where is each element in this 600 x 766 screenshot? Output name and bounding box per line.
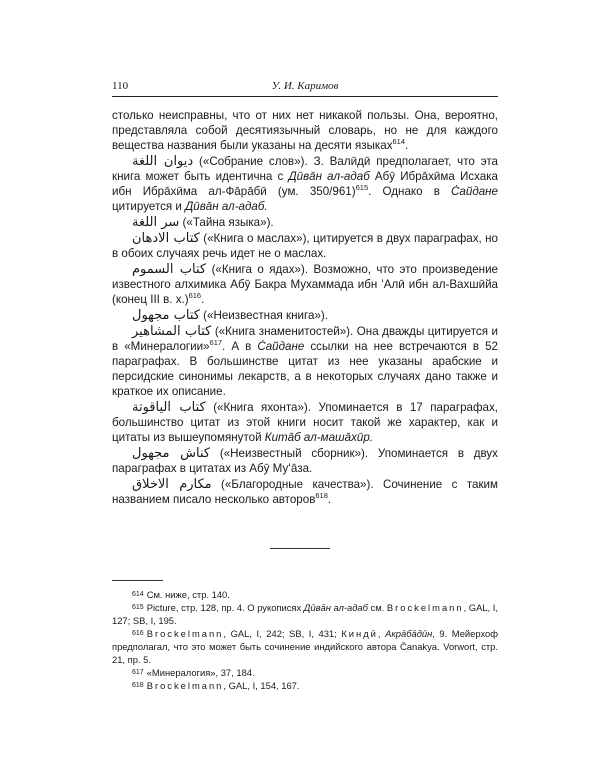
text-span: . А в	[222, 340, 258, 353]
text-span: Brockelmann	[146, 680, 224, 691]
text-span: столько неисправны, что от них нет никакой пользы. Она, вероятно, представляла собой десятиязычный словарь, но не для каждого вещества названия были указаны на десяти языках	[112, 109, 498, 152]
italic-text: Китāб ал-машāхӣр.	[264, 431, 374, 444]
arabic-title: كتاب المشاهير	[132, 324, 212, 339]
italic-text: Дӣвāн ал-адаб.	[185, 200, 268, 213]
text-span: см.	[367, 602, 387, 613]
footnote-ref: 617	[209, 338, 223, 348]
text-span: («Благородные качества»). Сочинение с таким названием писало несколько авторов	[112, 478, 498, 506]
footnote-number: 617	[132, 669, 144, 676]
arabic-title: كتاب مجهول	[132, 308, 200, 323]
arabic-title: كناش مجهول	[132, 446, 211, 461]
footnote-number: 616	[132, 630, 144, 637]
text-span: («Собрание слов»). З. Валӣдӣ предполагает, что эта книга может быть идентична с	[112, 155, 498, 183]
text-span: Brockelmann	[386, 602, 464, 613]
paragraph	[112, 308, 498, 323]
text-span: См. ниже, стр. 140.	[146, 589, 230, 600]
text-span: Picture, стр. 128, пр. 4. О рукописях	[146, 602, 304, 613]
text-span: .	[405, 139, 409, 152]
paragraph	[112, 215, 498, 230]
text-span: .	[201, 293, 205, 306]
arabic-title: كتاب الادهان	[132, 231, 200, 246]
text-span: , GAL, I, 127; SB, I, 195.	[112, 602, 498, 626]
text-span: Киндӣ	[341, 628, 378, 639]
text-span: Абӯ Ибрāхӣма Исхака ибн Ибрāхӣма ал-Фāрāбӣ (ум. 350/961)	[112, 170, 498, 198]
footnote	[112, 627, 498, 666]
text-span: , GAL, I, 154, 167.	[223, 680, 300, 691]
footnotes	[112, 588, 498, 692]
text-span: («Книга яхонта»). Упоминается в 17 параграфах, большинство цитат из этой книги носит такой же характер, как и цитаты из вышеупомянутой	[112, 401, 498, 444]
arabic-title: سر اللغة	[132, 215, 180, 230]
footnote-ref: 618	[315, 491, 328, 501]
page-number: 110	[112, 80, 129, 92]
paragraph	[112, 446, 498, 476]
footnote-ref: 616	[188, 291, 202, 301]
text-span: Brockelmann	[146, 628, 224, 639]
text-span: («Неизвестная книга»).	[199, 309, 328, 322]
paragraph	[112, 324, 498, 399]
paragraph	[112, 108, 498, 153]
footnote	[112, 588, 498, 601]
text-span: цитируется и	[112, 200, 186, 213]
arabic-title: ديوان اللغة	[132, 154, 194, 169]
footnote-rule	[112, 580, 163, 581]
italic-text: Дӣвāн ал-адаб	[303, 602, 368, 613]
arabic-title: كتاب السموم	[132, 262, 207, 277]
text-span: («Неизвестный сборник»). Упоминается в двух параграфах в цитатах из Абӯ Муʻāза.	[112, 447, 498, 475]
footnote	[112, 666, 498, 679]
text-span: , GAL, I, 242; SB, I, 431;	[223, 628, 342, 639]
running-title: У. И. Каримов	[271, 80, 339, 92]
italic-text: Ċайдане	[451, 185, 498, 198]
footnote-number: 615	[132, 604, 144, 611]
main-text	[112, 108, 498, 508]
text-span: («Книга о ядах»). Возможно, что это произведение известного алхимика Абӯ Бакра Мухаммада ибн ʻАлӣ ибн ал-Вахшӣйа (конец III в. х.)	[112, 263, 498, 306]
paragraph	[112, 231, 498, 261]
text-span: («Книга знаменитостей»). Она дважды цитируется и в «Минералогии»	[112, 325, 498, 353]
running-header	[112, 80, 498, 96]
italic-text: Акрāбāдӣн	[385, 628, 433, 639]
footnote-number: 614	[132, 591, 144, 598]
paragraph	[112, 154, 498, 214]
italic-text: Дӣвāн ал-адаб	[288, 170, 370, 183]
text-span: ссылки на нее встречаются в 52 параграфах. В большинстве цитат из нее указаны арабские и персидские синонимы лекарств, а в некоторых случаях дано также и краткое их описание.	[112, 340, 498, 398]
text-span: («Тайна языка»).	[179, 216, 274, 229]
text-span: («Книга о маслах»), цитируется в двух параграфах, но в обоих случаях речь идет не о маслах.	[112, 232, 498, 260]
footnote	[112, 679, 498, 692]
arabic-title: مكارم الاخلاق	[132, 477, 212, 492]
footnote-ref: 615	[355, 183, 369, 193]
text-span: «Минералогия», 37, 184.	[146, 667, 255, 678]
section-divider	[270, 548, 330, 549]
footnote-number: 618	[132, 682, 144, 689]
header-rule	[112, 96, 498, 97]
text-span: . Однако в	[368, 185, 452, 198]
paragraph	[112, 262, 498, 307]
footnote-ref: 614	[392, 137, 406, 147]
arabic-title: كتاب الياقوتة	[132, 400, 206, 415]
text-span: .	[327, 493, 332, 506]
text-span: , 9. Мейерхоф предполагал, что это может быть сочинение индийского автора C̄anakya. Vorwort, стр. 21, пр. 5.	[112, 628, 498, 665]
italic-text: Ċайдане	[257, 340, 305, 353]
text-span: ,	[377, 628, 386, 639]
paragraph	[112, 400, 498, 445]
paragraph	[112, 477, 498, 507]
footnote	[112, 601, 498, 627]
